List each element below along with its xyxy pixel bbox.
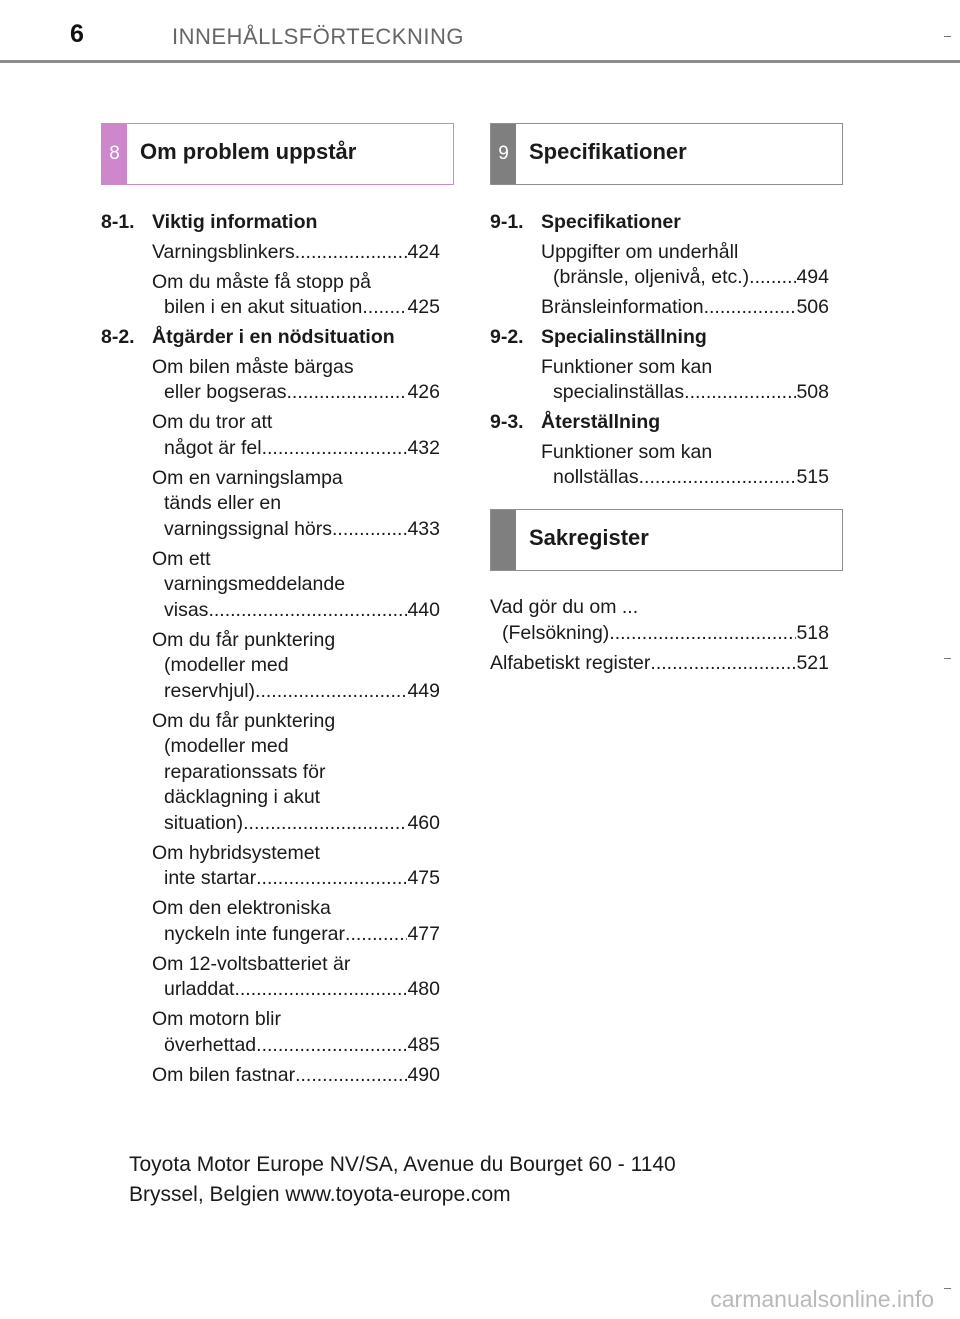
entry-text: Om hybridsystemet xyxy=(152,841,320,864)
entry-text: Funktioner som kan xyxy=(541,355,713,378)
entry-text: Om ett xyxy=(152,547,211,570)
toc-entry[interactable] xyxy=(541,295,829,321)
entry-text: något är fel xyxy=(164,436,262,459)
entry-text: (modeller med xyxy=(164,735,289,757)
toc-entry[interactable] xyxy=(152,628,440,705)
chapter-number: 9-1. xyxy=(490,211,524,233)
page-ref: 515 xyxy=(796,466,829,488)
index-entries xyxy=(490,595,829,681)
toc-entry[interactable] xyxy=(541,240,829,291)
chapter-title: Viktig information xyxy=(152,211,318,233)
header-title: INNEHÅLLSFÖRTECKNING xyxy=(172,24,464,49)
entry-text: Funktioner som kan xyxy=(541,440,713,463)
watermark: carmanualsonline.info xyxy=(710,1286,934,1312)
entry-text: varningssignal hörs xyxy=(164,517,333,540)
page-ref: 477 xyxy=(407,922,440,945)
header-rule xyxy=(0,60,960,63)
entry-text: (Felsökning) xyxy=(502,621,610,644)
chapter-heading[interactable] xyxy=(101,210,440,236)
entry-text: visas xyxy=(164,598,209,621)
footer-line: Bryssel, Belgien www.toyota-europe.com xyxy=(129,1183,511,1206)
page-ref: 449 xyxy=(407,679,440,702)
chapter-title: Åtgärder i en nödsituation xyxy=(152,326,395,348)
page-ref: 433 xyxy=(407,517,440,540)
section-9-header xyxy=(490,123,843,185)
entry-text: urladdat xyxy=(164,978,235,1000)
entry-text: specialinställas xyxy=(553,381,685,403)
chapter-number: 8-2. xyxy=(101,326,135,348)
page-ref: 475 xyxy=(407,867,440,889)
entry-text: (bränsle, oljenivå, etc.) xyxy=(553,266,750,288)
entry-text: situation) xyxy=(164,811,244,834)
entry-text: tänds eller en xyxy=(164,492,282,514)
entry-text: varningsmeddelande xyxy=(164,573,346,595)
entry-text: nollställas xyxy=(553,466,639,488)
crop-mark xyxy=(944,658,951,659)
chapter-title: Återställning xyxy=(541,411,661,433)
chapter-heading[interactable] xyxy=(490,325,829,351)
entry-text: reparationssats för xyxy=(164,760,326,783)
crop-mark xyxy=(944,36,951,37)
section-9-title: Specifikationer xyxy=(529,139,687,164)
toc-entry[interactable] xyxy=(152,240,440,266)
crop-mark xyxy=(944,1288,951,1289)
toc-entry[interactable] xyxy=(152,355,440,406)
chapter-number: 9-3. xyxy=(490,411,524,433)
page-ref: 506 xyxy=(796,296,829,318)
entry-text: överhettad xyxy=(164,1033,257,1056)
toc-entry[interactable] xyxy=(152,1063,440,1089)
page-header xyxy=(0,0,960,64)
section-8-tab: 8 xyxy=(102,124,127,184)
page-ref: 494 xyxy=(796,266,829,288)
section-8-header xyxy=(101,123,454,185)
chapter-title: Specifikationer xyxy=(541,211,681,233)
page-ref: 425 xyxy=(407,296,440,318)
toc-entry[interactable] xyxy=(152,952,440,1003)
entry-text: Om du får punktering xyxy=(152,628,336,651)
footer-line: Toyota Motor Europe NV/SA, Avenue du Bourget 60 - 1140 xyxy=(129,1153,676,1176)
entry-text: Vad gör du om ... xyxy=(490,596,639,618)
page-ref: 521 xyxy=(796,651,829,674)
index-tab xyxy=(491,510,516,570)
toc-entry[interactable] xyxy=(152,547,440,624)
toc-entry[interactable] xyxy=(490,595,829,646)
chapter-title: Specialinställning xyxy=(541,326,707,348)
chapter-heading[interactable] xyxy=(101,325,440,351)
page-ref: 424 xyxy=(407,240,440,263)
entry-text: Om bilen fastnar xyxy=(152,1063,296,1086)
page-ref: 508 xyxy=(796,381,829,403)
entry-text: Uppgifter om underhåll xyxy=(541,240,739,263)
index-header xyxy=(490,509,843,571)
page-ref: 480 xyxy=(407,978,440,1000)
entry-text: inte startar xyxy=(164,867,257,889)
entry-text: Varningsblinkers xyxy=(152,240,295,263)
toc-entry[interactable] xyxy=(152,270,440,321)
entry-text: (modeller med xyxy=(164,654,289,676)
toc-left-column xyxy=(101,206,440,1093)
chapter-heading[interactable] xyxy=(490,410,829,436)
toc-entry[interactable] xyxy=(152,1007,440,1058)
page-ref: 440 xyxy=(407,598,440,621)
toc-entry[interactable] xyxy=(152,896,440,947)
entry-text: Om 12-voltsbatteriet är xyxy=(152,952,351,975)
entry-text: reservhjul) xyxy=(164,679,256,702)
page-ref: 485 xyxy=(407,1033,440,1056)
page-ref: 490 xyxy=(407,1063,440,1086)
toc-entry[interactable] xyxy=(541,355,829,406)
index-title: Sakregister xyxy=(529,525,649,550)
toc-entry[interactable] xyxy=(152,410,440,461)
toc-entry[interactable] xyxy=(490,651,829,677)
entry-text: bilen i en akut situation xyxy=(164,296,363,318)
entry-text: Om du måste få stopp på xyxy=(152,270,371,293)
chapter-number: 9-2. xyxy=(490,326,524,348)
entry-text: Om motorn blir xyxy=(152,1008,281,1030)
entry-text: Om en varningslampa xyxy=(152,466,343,489)
entry-text: däcklagning i akut xyxy=(164,786,321,808)
toc-entry[interactable] xyxy=(152,841,440,892)
toc-entry[interactable] xyxy=(152,466,440,543)
entry-text: Om du får punktering xyxy=(152,709,336,732)
entry-text: Om du tror att xyxy=(152,411,273,433)
page-number: 6 xyxy=(70,20,84,48)
toc-right-column xyxy=(490,206,829,495)
section-8-title: Om problem uppstår xyxy=(140,139,357,164)
toc-entry[interactable] xyxy=(541,440,829,491)
page-ref: 460 xyxy=(407,811,440,834)
chapter-number: 8-1. xyxy=(101,211,135,233)
page-ref: 432 xyxy=(407,436,440,459)
entry-text: nyckeln inte fungerar xyxy=(164,922,346,945)
entry-text: Om bilen måste bärgas xyxy=(152,355,354,378)
entry-text: Bränsleinformation xyxy=(541,296,704,318)
page-ref: 518 xyxy=(796,621,829,644)
entry-text: Om den elektroniska xyxy=(152,897,331,919)
toc-entry[interactable] xyxy=(152,709,440,837)
page-ref: 426 xyxy=(407,381,440,403)
chapter-heading[interactable] xyxy=(490,210,829,236)
publisher-footer xyxy=(129,1150,676,1210)
entry-text: eller bogseras xyxy=(164,381,287,403)
section-9-tab: 9 xyxy=(491,124,516,184)
entry-text: Alfabetiskt register xyxy=(490,651,651,674)
